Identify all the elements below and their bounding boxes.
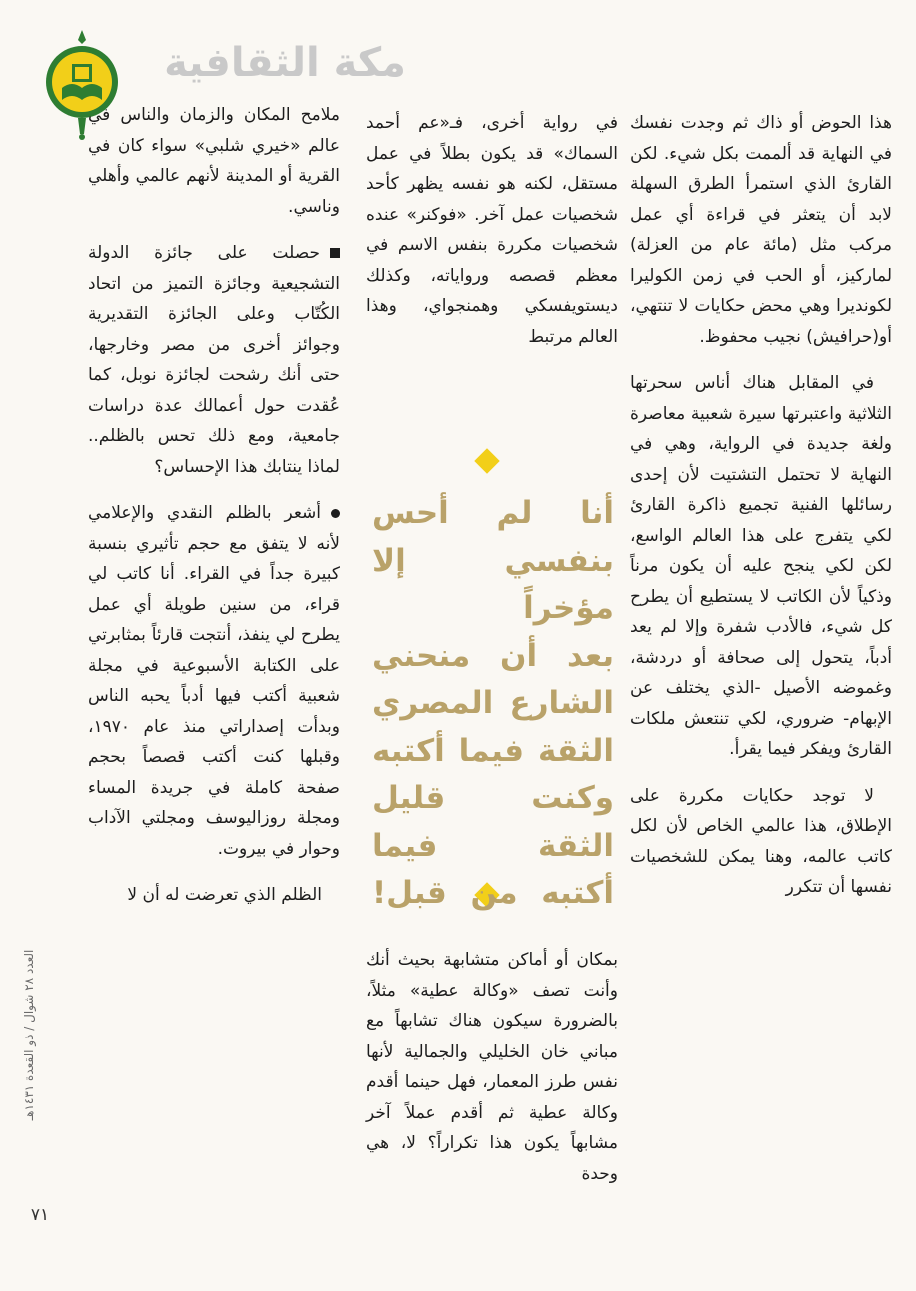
- paragraph: بمكان أو أماكن متشابهة بحيث أنك وأنت تصف «وكالة عطية» مثلاً، بالضرورة سيكون هناك تشابهاً مع مباني خان الخليلي والجمالية لأنها نفس طرز المعمار، فهل حينما أقدم وكالة عطية ثم أقدم عملاً آخر مشابهاً يكون هذا تكراراً؟ لا، هي وحدة: [366, 950, 618, 1184]
- paragraph: لا توجد حكايات مكررة على الإطلاق، هذا عالمي الخاص لأن لكل كاتب عالمه، وهنا يمكن للشخصيات نفسها أن تتكرر: [630, 785, 892, 897]
- question-text: حصلت على جائزة الدولة التشجيعية وجائزة التميز من اتحاد الكُتّاب وعلى الجائزة التقديرية وجوائز أخرى من مصر وخارجها، حتى أنك رشحت لجائزة نوبل، كما عُقدت حول أعمالك عدة دراسات جامعية، ومع ذلك تحس بالظلم.. لماذا ينتابك هذا الإحساس؟: [88, 243, 340, 477]
- pull-quote-line: الثقة فيما: [372, 827, 614, 864]
- dot-bullet-icon: [331, 509, 340, 518]
- interview-answer: [88, 498, 340, 864]
- pull-quote-line: بنفسي إلا مؤخراً: [372, 542, 614, 626]
- paragraph: في رواية أخرى، فـ«عم أحمد السماك» قد يكون بطلاً في عمل مستقل، لكنه هو نفسه يظهر كأحد شخصيات عمل آخر. «فوكنر» عنده شخصيات مكررة بنفس الاسم في معظم قصصه ورواياته، وكذلك ديستويفسكي وهمنجواي، وهذا العالم مرتبط: [366, 113, 618, 347]
- article-column-middle-top: [366, 108, 618, 368]
- magazine-section-title: مكة الثقافية: [164, 40, 406, 86]
- article-column-right: [630, 108, 892, 919]
- pull-quote-line: الشارع المصري: [372, 685, 614, 721]
- issue-info: العدد ٢٨ شوال / ذو القعدة ١٤٣١هـ: [22, 949, 36, 1121]
- diamond-ornament-icon: [474, 448, 499, 473]
- pull-quote-line: أكتبه من قبل!: [372, 875, 614, 911]
- square-bullet-icon: [330, 248, 340, 258]
- article-column-middle-bottom: [366, 945, 618, 1205]
- paragraph: الظلم الذي تعرضت له أن لا: [127, 885, 322, 905]
- pull-quote-line: وكنت قليل: [372, 780, 614, 816]
- page-number: ٧١: [30, 1205, 50, 1225]
- paragraph: هذا الحوض أو ذاك ثم وجدت نفسك في النهاية قد ألممت بكل شيء. لكن القارئ الذي استمرأ الطرق السهلة لابد أن يتعثر في قراءة أي عمل مركب مثل (مائة عام من العزلة) لماركيز، أو الحب في زمن الكوليرا لكونديرا وهي محض حكايات لا تنتهي، أو(حرافيش) نجيب محفوظ.: [630, 113, 892, 347]
- interview-question: [88, 238, 340, 482]
- pull-quote: [372, 490, 614, 918]
- pull-quote-line: أنا لم أحس: [372, 495, 614, 531]
- side-folio: [22, 910, 52, 1160]
- pull-quote-line: الثقة فيما أكتبه: [372, 732, 614, 769]
- pull-quote-line: بعد أن منحني: [372, 637, 614, 674]
- paragraph: في المقابل هناك أناس سحرتها الثلاثية واعتبرتها سيرة شعبية معاصرة ولغة جديدة في الرواية، وهي في النهاية لا تحتمل التشتيت لأن إحدى رسائلها الفنية تجميع ذاكرة القارئ لكي يتفرج على هذا العالم الواسع، لكن لكي ينجح عليه أن يكون مرناً وذكياً لأن الكاتب لا يستطيع أن يطرح كل شيء، فالأدب شفرة وإلا لم يعد أدباً، يتحول إلى صحافة أو دردشة، وغموضه الأصيل -الذي يختلف عن الإبهام- ضروري، لكي تنتعش ملكات القارئ ويفكر فيما يقرأ.: [630, 373, 892, 759]
- article-column-left: [88, 100, 340, 927]
- paragraph: ملامح المكان والزمان والناس في عالم «خيري شلبي» سواء كان في القرية أو المدينة لأنهم عالمي وأهلي وناسي.: [88, 105, 340, 217]
- answer-text: أشعر بالظلم النقدي والإعلامي لأنه لا يتفق مع حجم تأثيري بنسبة كبيرة جداً في القراء. أنا كاتب لي قراء، من سنين طويلة أي عمل يطرح لي ينفذ، أنتجت قارئاً بمثابرتي على الكتابة الأسبوعية في مجلة شعبية أكتب فيها أدباً يحبه الناس وبدأت إصداراتي منذ عام ١٩٧٠، وقبلها كنت أكتب قصصاً بحجم صفحة كاملة في جريدة المساء ومجلة روزاليوسف ومجلتي الآداب وحوار في بيروت.: [88, 503, 340, 859]
